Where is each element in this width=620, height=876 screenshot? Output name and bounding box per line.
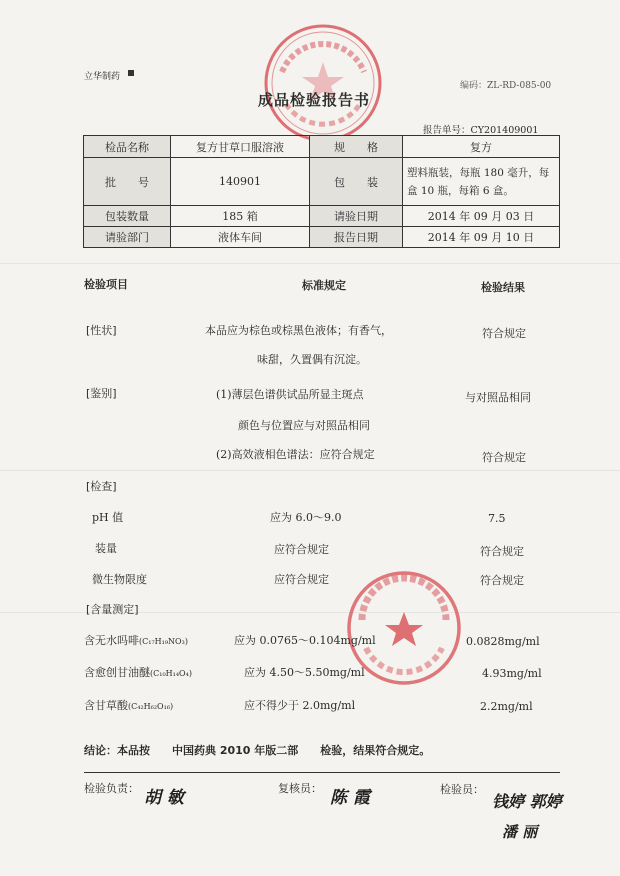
assay-std: 应不得少于 2.0mg/ml xyxy=(244,699,356,712)
report-number: 报告单号：CY201409001 xyxy=(423,125,539,136)
product-label: 检品名称 xyxy=(84,136,171,158)
qty-value: 185 箱 xyxy=(171,206,310,227)
xingzhuang-std-line1: 本品应为棕色或棕黑色液体；有香气， xyxy=(205,324,392,337)
batch-value: 140901 xyxy=(171,158,310,206)
column-standard: 标准规定 xyxy=(302,279,346,292)
package-value: 塑料瓶装，每瓶 180 毫升，每盒 10 瓶，每箱 6 盒。 xyxy=(403,158,560,206)
assay-row xyxy=(84,664,192,680)
check-row-std: 应符合规定 xyxy=(274,543,329,556)
jianbie-std1-line1: (1)薄层色谱供试品所显主斑点 xyxy=(216,388,364,401)
assay-formula: (C₄₂H₆₂O₁₆) xyxy=(128,702,174,711)
check-row-result: 符合规定 xyxy=(480,545,524,558)
column-result: 检验结果 xyxy=(481,281,525,294)
assay-row xyxy=(84,632,188,648)
assay-result: 4.93mg/ml xyxy=(482,667,542,680)
check-row-std: 应符合规定 xyxy=(274,573,329,586)
jianbie-std1-line2: 颜色与位置应与对照品相同 xyxy=(238,419,370,432)
assay-name: 含无水吗啡 xyxy=(84,634,139,647)
doc-code: 编码：ZL-RD-085-00 xyxy=(460,81,552,91)
request-date-value: 2014 年 09 月 03 日 xyxy=(403,206,560,227)
xingzhuang-result: 符合规定 xyxy=(482,327,526,340)
section-xingzhuang: [性状] xyxy=(86,324,117,337)
conclusion: 结论：本品按 中国药典 2010 年版二部 检验，结果符合规定。 xyxy=(84,744,431,757)
assay-row xyxy=(84,697,173,713)
assay-formula: (C₁₇H₁₉NO₃) xyxy=(139,637,188,646)
signature-divider xyxy=(84,772,560,773)
package-label: 包 装 xyxy=(310,158,403,206)
jianbie-std2: (2)高效液相色谱法：应符合规定 xyxy=(216,448,375,461)
request-date-label: 请验日期 xyxy=(310,206,403,227)
reviewer-signature: 陈 霞 xyxy=(330,788,370,808)
section-jiancha: [检查] xyxy=(86,480,117,493)
batch-label: 批 号 xyxy=(84,158,171,206)
assay-name: 含愈创甘油醚 xyxy=(84,666,150,679)
info-table xyxy=(83,135,560,248)
company-seal xyxy=(262,22,384,144)
assay-formula: (C₁₀H₁₄O₄) xyxy=(150,669,192,678)
dept-value: 液体车间 xyxy=(171,227,310,248)
jianbie-result1: 与对照品相同 xyxy=(465,391,531,404)
product-value: 复方甘草口服溶液 xyxy=(171,136,310,158)
report-date-value: 2014 年 09 月 10 日 xyxy=(403,227,560,248)
section-hanliang: [含量测定] xyxy=(86,603,139,616)
inspector-in-charge-signature: 胡 敏 xyxy=(144,788,184,808)
report-date-label: 报告日期 xyxy=(310,227,403,248)
assay-result: 0.0828mg/ml xyxy=(466,635,540,648)
check-row-std: 应为 6.0～9.0 xyxy=(270,511,342,524)
company-tag-mark xyxy=(128,70,134,76)
section-jianbie: [鉴别] xyxy=(86,387,117,400)
reviewer-label: 复核员： xyxy=(278,782,322,795)
column-item: 检验项目 xyxy=(84,278,128,291)
page-title: 成品检验报告书 xyxy=(258,91,371,109)
inspector-label: 检验员： xyxy=(440,783,484,796)
assay-std: 应为 4.50～5.50mg/ml xyxy=(244,666,365,679)
check-row-name: pH 值 xyxy=(92,511,124,524)
check-row-name: 微生物限度 xyxy=(92,573,147,586)
check-row-result: 7.5 xyxy=(488,512,506,525)
jianbie-result2: 符合规定 xyxy=(482,451,526,464)
assay-std: 应为 0.0765～0.104mg/ml xyxy=(234,634,376,647)
xingzhuang-std-line2: 味甜，久置偶有沉淀。 xyxy=(257,353,367,366)
spec-label: 规 格 xyxy=(310,136,403,158)
inspector-signature: 钱婷 郭婷 xyxy=(492,792,562,811)
check-row-name: 装量 xyxy=(95,542,117,555)
spec-value: 复方 xyxy=(403,136,560,158)
inspector-in-charge-label: 检验负责： xyxy=(84,782,139,795)
assay-result: 2.2mg/ml xyxy=(480,700,533,713)
dept-label: 请验部门 xyxy=(84,227,171,248)
check-row-result: 符合规定 xyxy=(480,574,524,587)
assay-name: 含甘草酸 xyxy=(84,699,128,712)
inspector-signature-2: 潘 丽 xyxy=(502,823,538,841)
qty-label: 包装数量 xyxy=(84,206,171,227)
company-tag: 立华制药 xyxy=(84,72,121,82)
